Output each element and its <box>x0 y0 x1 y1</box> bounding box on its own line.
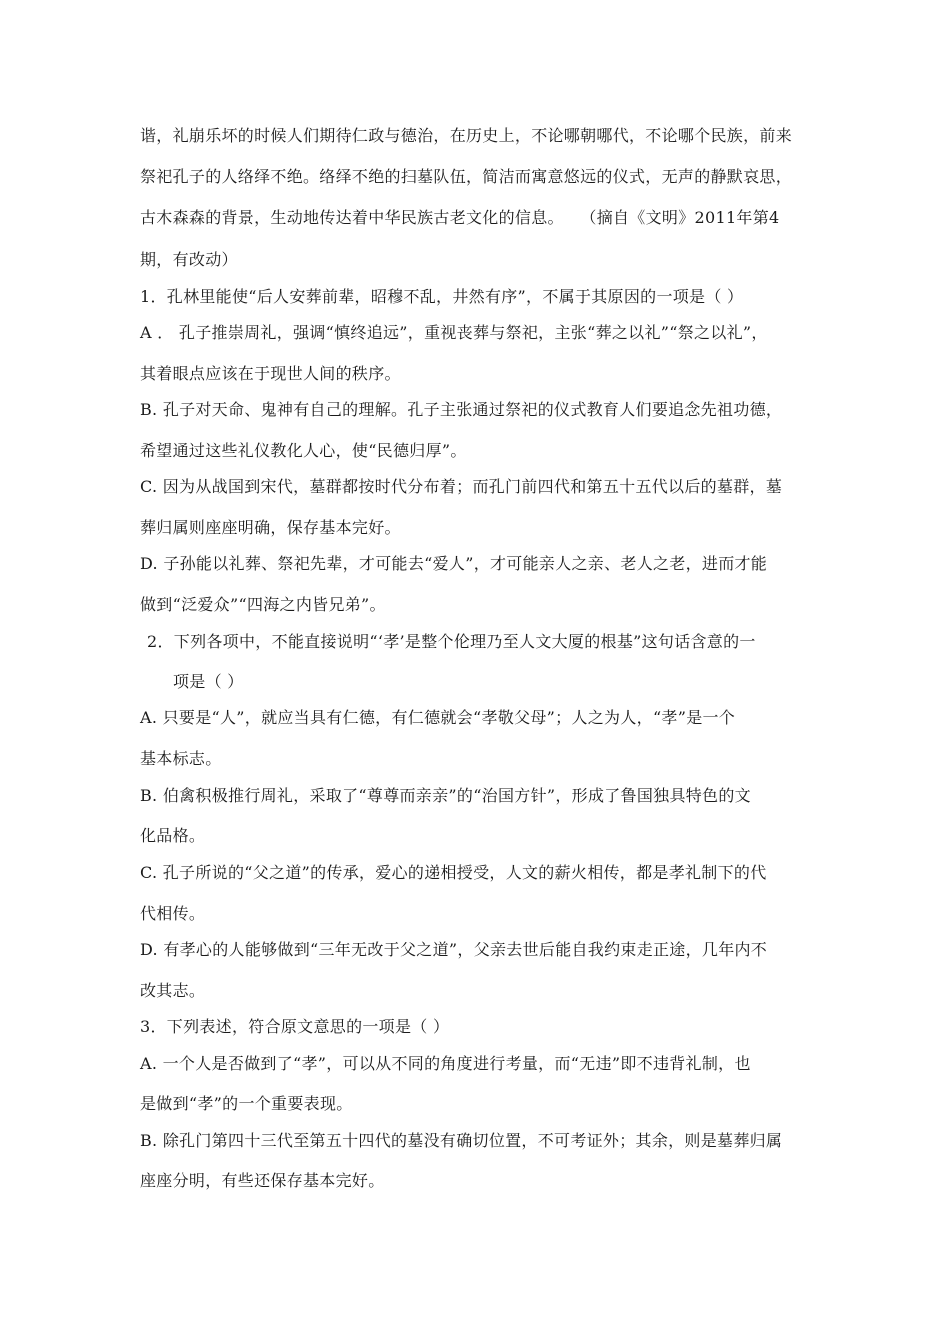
passage-line: 期，有改动） <box>140 250 238 269</box>
question-2-stem-cont: 项是（ ） <box>173 672 244 691</box>
question-2-option-a-cont: 基本标志。 <box>140 749 222 768</box>
passage-line: 古木森森的背景，生动地传达着中华民族古老文化的信息。 （摘自《文明》2011年第4 <box>140 208 780 227</box>
question-2-option-b-cont: 化品格。 <box>140 826 206 845</box>
question-1-option-d-cont: 做到“泛爱众”“四海之内皆兄弟”。 <box>140 595 386 614</box>
question-2-stem: 2．下列各项中，不能直接说明“‘孝’是整个伦理乃至人文大厦的根基”这句话含意的一 <box>147 632 756 651</box>
question-2-option-a: A. 只要是“人”，就应当具有仁德，有仁德就会“孝敬父母”；人之为人，“孝”是一个 <box>140 708 736 727</box>
question-1-option-c-cont: 葬归属则座座明确，保存基本完好。 <box>140 518 401 537</box>
question-1-option-d: D. 子孙能以礼葬、祭祀先辈，才可能去“爱人”，才可能亲人之亲、老人之老，进而才能 <box>140 554 768 573</box>
question-3-option-b-cont: 座座分明，有些还保存基本完好。 <box>140 1171 385 1190</box>
question-1-option-a: A ． 孔子推崇周礼，强调“慎终追远”，重视丧葬与祭祀，主张“葬之以礼”“祭之以礼”， <box>140 323 768 342</box>
passage-line: 谐，礼崩乐坏的时候人们期待仁政与德治，在历史上，不论哪朝哪代，不论哪个民族，前来 <box>140 126 793 145</box>
question-2-option-b: B. 伯禽积极推行周礼，采取了“尊尊而亲亲”的“治国方针”，形成了鲁国独具特色的文 <box>140 786 751 805</box>
question-1-option-a-cont: 其着眼点应该在于现世人间的秩序。 <box>140 364 401 383</box>
question-2-option-c-cont: 代相传。 <box>140 904 206 923</box>
question-1-stem: 1．孔林里能使“后人安葬前辈，昭穆不乱，井然有序”，不属于其原因的一项是（ ） <box>140 287 744 306</box>
question-3-option-a-cont: 是做到“孝”的一个重要表现。 <box>140 1094 353 1113</box>
question-3-option-b: B. 除孔门第四十三代至第五十四代的墓没有确切位置，不可考证外；其余，则是墓葬归属 <box>140 1131 783 1150</box>
question-1-option-c: C. 因为从战国到宋代，墓群都按时代分布着；而孔门前四代和第五十五代以后的墓群，墓 <box>140 477 783 496</box>
question-3-stem: 3．下列表述，符合原文意思的一项是（ ） <box>140 1017 450 1036</box>
question-2-option-d-cont: 改其志。 <box>140 981 206 1000</box>
question-2-option-c: C. 孔子所说的“父之道”的传承，爱心的递相授受，人文的薪火相传，都是孝礼制下的代 <box>140 863 767 882</box>
passage-line: 祭祀孔子的人络绎不绝。络绎不绝的扫墓队伍，简洁而寓意悠远的仪式，无声的静默哀思， <box>140 167 793 186</box>
question-2-option-d: D. 有孝心的人能够做到“三年无改于父之道”，父亲去世后能自我约束走正途，几年内不 <box>140 940 768 959</box>
question-1-option-b: B. 孔子对天命、鬼神有自己的理解。孔子主张通过祭祀的仪式教育人们要追念先祖功德， <box>140 400 783 419</box>
question-1-option-b-cont: 希望通过这些礼仪教化人心，使“民德归厚”。 <box>140 441 467 460</box>
question-3-option-a: A. 一个人是否做到了“孝”，可以从不同的角度进行考量，而“无违”即不违背礼制，也 <box>140 1054 751 1073</box>
